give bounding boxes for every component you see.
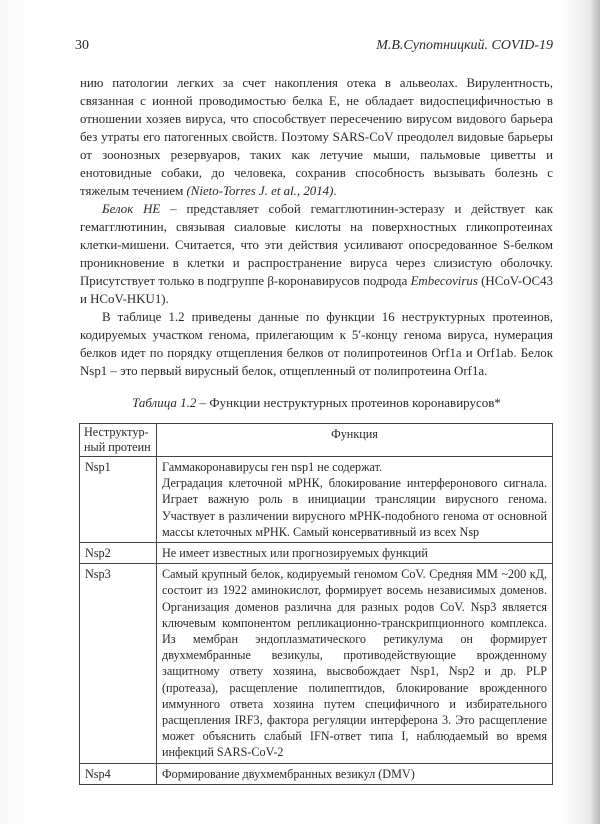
- function-text: Гаммакоронавирусы ген nsp1 не содержат.: [162, 460, 383, 474]
- paragraph-text: .: [333, 184, 337, 198]
- paragraph-protein-he: [80, 200, 553, 308]
- protein-cell: Nsp1: [80, 457, 157, 543]
- paragraph-text: нию патологии легких за счет накопления отека в альвеолах. Вирулентность, связанная с ионной проводимостью белка Е, не обладает видоспецифичностью в отношении хозяев вируса, что способствует пересечению вирусом видового барьера без утраты его патогенных свойств. Поэтому SARS-CoV преодолел видовые барьеры от зоонозных резервуаров, таких как летучие мыши, пальмовые циветты и енотовидные собаки, до человека, сохранив способность вызывать болезнь с тяжелым течением: [80, 76, 553, 198]
- paragraph-text: – представляет собой гемагглютинин-эстеразу и действует как гемагглютинин, связывая сиаловые кислоты на поверхностных гликопротеинах клетки-мишени. Считается, что эти действия усиливают опосредованное S-белком проникновение в клетки и распространение вируса через слизистую оболочку. Присутствует только в подгруппе β-коронавирусов подрода: [80, 202, 553, 288]
- body-text: [80, 74, 553, 380]
- page-header: [75, 38, 553, 58]
- function-cell: Самый крупный белок, кодируемый геномом CoV. Средняя ММ ~200 кД, состоит из 1922 аминокислот, формирует восемь независимых доменов. Организация доменов различна для разных родов CoV. Nsp3 является ключевым компонентом репликационно-транскрипционного комплекса. Из мембран эндоплазматического ретикулума он формирует двухмембранные везикулы, противодействующие врожденному защитному ответу хозяина, высвобождает Nsp1, Nsp2 и др. PLP (протеаза), расщепление полипептидов, блокирование врожденного иммунного ответа хозяина путем специфичного и избирательного расщепления IRF3, фактора регуляции интерферона 3. Это расщепление может объяснить слабый IFN-ответ типа I, наблюдаемый во время инфекций SARS-CoV-2: [157, 564, 553, 763]
- column-header-function: Функция: [157, 424, 553, 457]
- table-row: [80, 543, 553, 564]
- column-header-protein-line: ный протеин: [84, 440, 151, 454]
- nsp-functions-table: [79, 423, 553, 785]
- table-caption: [80, 395, 553, 411]
- citation: (Nieto-Torres J. et al., 2014): [186, 184, 334, 198]
- table-row: [80, 457, 553, 543]
- column-header-protein: [80, 424, 157, 457]
- function-text: Деградация клеточной мРНК, блокирование интерферонового сигнала. Играет важную роль в инициации трансляции вирусного генома. Участвует в различении вирусного мРНК-подобного генома от основной массы клеточных мРНК. Самый консервативный из всех Nsp: [162, 476, 547, 539]
- paragraph-table-intro: [80, 308, 553, 380]
- page-number: 30: [75, 38, 89, 53]
- table-row: [80, 564, 553, 763]
- paragraph-text: В таблице 1.2 приведены данные по функции 16 неструктурных протеинов, кодируемых участком генома, прилегающим к 5′-концу генома вируса, нумерация белков идет по порядку отщепления белков от полипротеинов Orf1a и Orf1ab. Белок Nsp1 – это первый вирусный белок, отщепленный от полипротеина Orf1a.: [80, 310, 553, 378]
- table-caption-text: – Функции неструктурных протеинов коронавирусов*: [196, 395, 501, 410]
- term-embecovirus: Embecovirus: [410, 274, 478, 288]
- column-header-protein-line: Неструктур-: [84, 425, 149, 439]
- function-cell: Формирование двухмембранных везикул (DMV): [157, 763, 553, 784]
- function-cell: Не имеет известных или прогнозируемых функций: [157, 543, 553, 564]
- table-row: [80, 763, 553, 784]
- function-cell: [157, 457, 553, 543]
- table-caption-label: Таблица 1.2: [132, 395, 197, 410]
- protein-cell: Nsp2: [80, 543, 157, 564]
- term-protein-he: Белок HE: [102, 202, 161, 216]
- running-title: М.В.Супотницкий. COVID-19: [376, 38, 553, 53]
- protein-cell: Nsp3: [80, 564, 157, 763]
- paragraph-virulence: [80, 74, 553, 200]
- paragraph-text: (HCoV-OC43 и HCoV-HKU1).: [80, 274, 553, 306]
- protein-cell: Nsp4: [80, 763, 157, 784]
- page-spine-shadow: [590, 0, 600, 824]
- table-header-row: [80, 424, 553, 457]
